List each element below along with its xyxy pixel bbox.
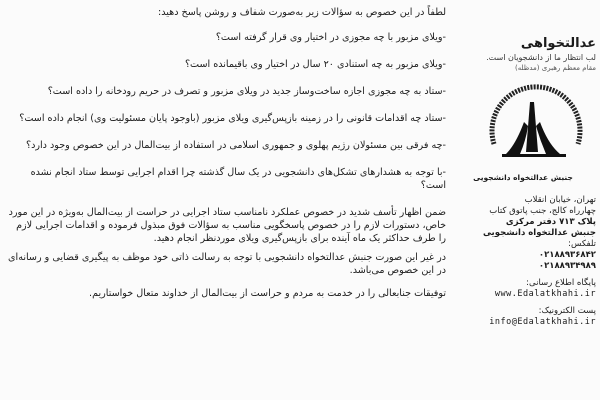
question-item: -با توجه به هشدارهای تشکل‌های دانشجویی در یک سال گذشته چرا اقدام اجرایی توسط ستاد انجام نشده است؟ <box>30 167 446 191</box>
letter-intro: لطفاً در این خصوص به سؤالات زیر به‌صورت شفاف و روشن پاسخ دهید: <box>158 7 446 18</box>
question-item: -ستاد چه اقدامات قانونی را در زمینه بازپس‌گیری ویلای مزبور (باوجود پایان مسئولیت وی) انجام داده است؟ <box>19 113 446 124</box>
org-title: عدالتخواهی <box>520 36 596 51</box>
question-item: -ویلای مزبور به چه استنادی ۲۰ سال در اختیار وی باقیمانده است؟ <box>184 59 446 70</box>
phone-label: تلفکس: <box>568 239 596 249</box>
emblem-logo-icon <box>476 82 596 168</box>
letter-closing: توفیقات جنابعالی را در خدمت به مردم و حراست از بیت‌المال از خداوند متعال خواستاریم. <box>89 288 446 299</box>
email-label: پست الکترونیک: <box>538 306 596 316</box>
email-link[interactable]: info@Edalatkhahi.ir <box>489 317 596 327</box>
address-line: تهران، خیابان انقلاب <box>524 195 596 205</box>
letterhead-sidebar <box>450 6 596 396</box>
question-item: -ویلای مزبور با چه مجوزی در اختیار وی قرار گرفته است؟ <box>215 32 446 43</box>
emblem-caption: جنبش عدالتخواه دانشجویی <box>473 173 573 182</box>
website-label: پایگاه اطلاع رسانی: <box>526 278 596 288</box>
address-line: جنبش عدالتخواه دانشجویی <box>482 228 596 238</box>
address-line: چهارراه کالج، جنب پاتوق کتاب <box>489 206 596 216</box>
letter-paragraph: ضمن اظهار تأسف شدید در خصوص عملکرد نامناسب ستاد اجرایی در حراست از بیت‌المال به‌ویژه در این مورد خاص، دستورات لازم را در خصوص پاسخگویی مناسب به سؤالات فوق مبذول فرموده و اقدامات اجرایی لازم را طرف حداکثر یک ماه آینده برای بازپس‌گیری ویلای موردنظر انجام دهید. <box>8 207 446 244</box>
letter-paragraph: در غیر این صورت جنبش عدالتخواه دانشجویی با توجه به رسالت ذاتی خود موظف به پیگیری قضایی و رسانه‌ای در این خصوص می‌باشد. <box>8 252 446 276</box>
slogan-source: مقام معظم رهبری (مدظله) <box>514 64 596 72</box>
phone-number: ۰۲۱۸۸۹۳۶۸۴۲ <box>538 250 596 260</box>
website-link[interactable]: www.Edalatkhahi.ir <box>494 289 596 299</box>
slogan: لب انتظار ما از دانشجویان است. <box>486 53 596 62</box>
question-item: -چه فرقی بین مسئولان رژیم پهلوی و جمهوری اسلامی در استفاده از بیت‌المال در این خصوص وجود دارد؟ <box>26 140 446 151</box>
address-line: پلاک ۷۱۳ دفتر مرکزی <box>505 217 596 227</box>
phone-number: ۰۲۱۸۸۹۳۴۹۸۹ <box>538 261 596 271</box>
letter-body <box>6 6 446 396</box>
question-item: -ستاد به چه مجوزی اجازه ساخت‌وساز جدید در ویلای مزبور و تصرف در حریم رودخانه را داده است؟ <box>47 86 446 97</box>
